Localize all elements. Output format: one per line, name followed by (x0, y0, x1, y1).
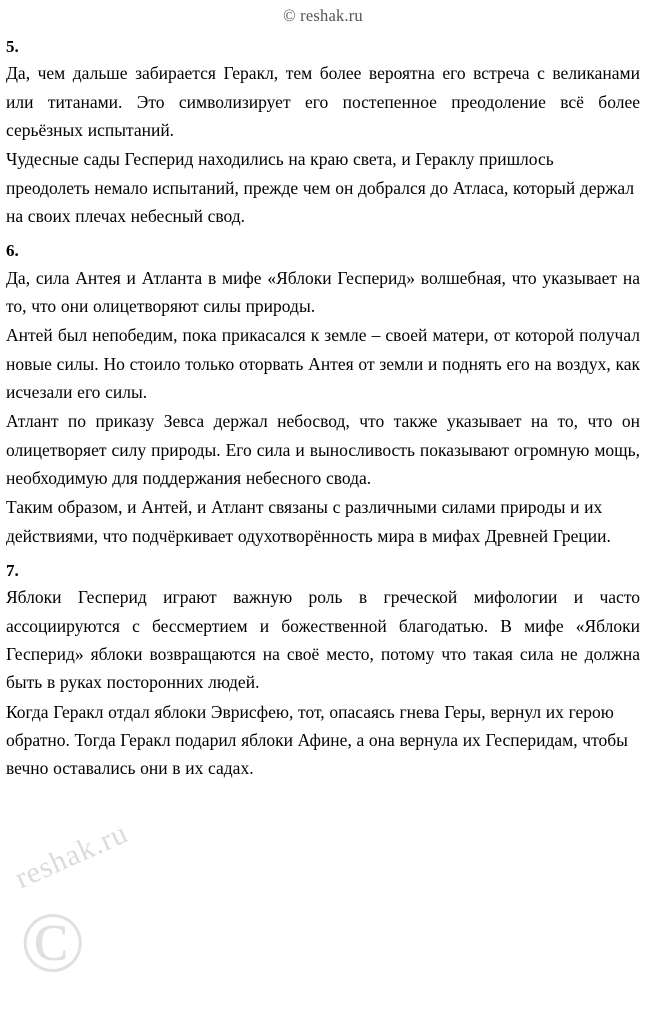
answer-paragraph: Когда Геракл отдал яблоки Эврисфею, тот, опасаясь гнева Геры, вернул их герою обратно. Тогда Геракл подарил яблоки Афине, а она вернула их Гесперидам, чтобы вечно оставались они в их садах. (6, 701, 628, 779)
answer-paragraph: Таким образом, и Антей, и Атлант связаны с различными силами природы и их действиями, что подчёркивает одухотворённость мира в мифах Древней Греции. (6, 497, 611, 546)
answer-block-7 (6, 560, 640, 783)
answer-paragraph: Атлант по приказу Зевса держал небосвод, что также указывает на то, что он олицетворяет силу природы. Его сила и выносливость показывают огромную мощь, необходимую для поддержания небесного свода. (6, 411, 640, 488)
document-content (6, 6, 640, 783)
answer-paragraph: Чудесные сады Гесперид находились на краю света, и Гераклу пришлось преодолеть немало испытаний, прежде чем он добрался до Атласа, который держал на своих плечах небесный свод. (6, 149, 635, 226)
question-number: 6. (6, 241, 19, 261)
watermark-symbol: © (20, 894, 86, 990)
answer-paragraph: Да, чем дальше забирается Геракл, тем более вероятна его встреча с великанами или титанами. Это символизирует его постепенное преодоление всё более серьёзных испытаний. (6, 63, 640, 140)
copyright-notice: © reshak.ru (283, 6, 363, 25)
answer-paragraph: Яблоки Гесперид играют важную роль в греческой мифологии и часто ассоциируются с бессмертием и божественной благодатью. В мифе «Яблоки Гесперид» яблоки возвращаются на своё место, потому что такая сила не должна быть в руках посторонних людей. (6, 587, 640, 693)
question-number: 7. (6, 561, 19, 580)
answer-block-6 (6, 240, 640, 550)
answer-paragraph: Да, сила Антея и Атланта в мифе «Яблоки Гесперид» волшебная, что указывает на то, что они олицетворяют силы природы. (6, 267, 640, 316)
watermark-text: reshak.ru (10, 816, 133, 896)
answer-block-5 (6, 36, 640, 230)
question-number: 5. (6, 37, 19, 56)
watermark (8, 816, 208, 997)
answer-paragraph: Антей был непобедим, пока прикасался к земле – своей матери, от которой получал новые силы. Но стоило только оторвать Антея от земли и поднять его на воздух, как исчезали его силы. (6, 325, 640, 402)
